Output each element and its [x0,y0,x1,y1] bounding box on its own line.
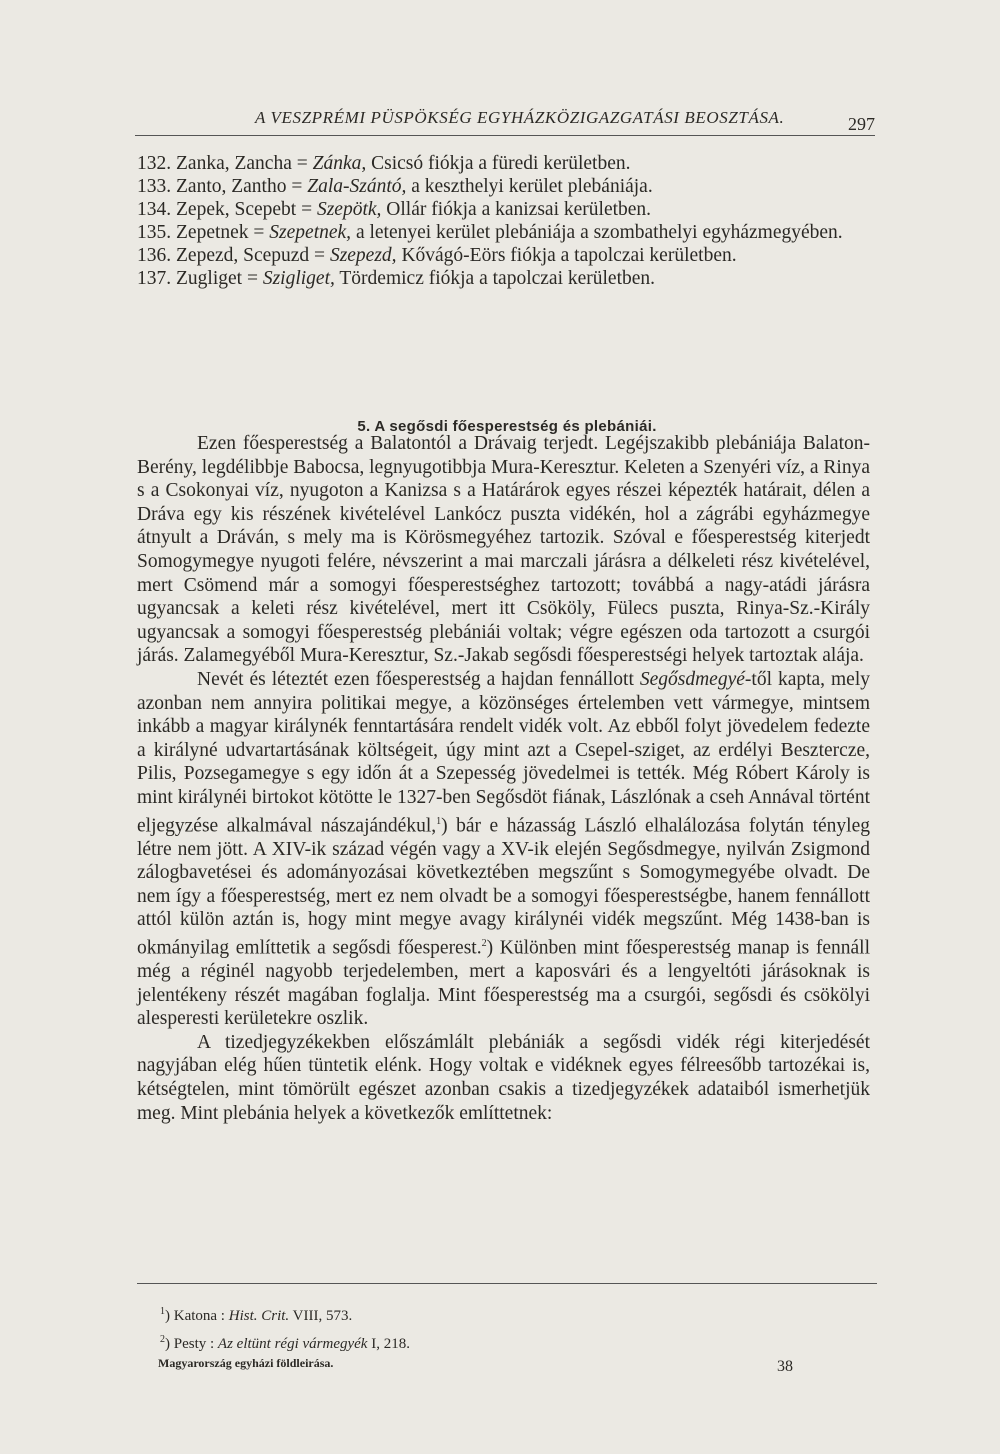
footnote-ref: 1 [436,815,442,827]
footnote-rule [137,1283,877,1284]
list-item: 133. Zanto, Zantho = Zala-Szántó, a keszthelyi kerület plebániája. [137,176,653,197]
paragraph: Ezen főesperestség a Balatontól a Drávaig terjedt. Legéjszakibb plebániája Balaton-Berény, legdélibbje Babocsa, legnyugotibbja Mura-Keresztur. Keleten a Szenyéri víz, a Rinya s a Csokonyai víz, nyugoton a Kanizsa s a Határárok egyes részei képezték határait, délen a Dráva egy kis részének kivételével Lankócz puszta vidékén, hol a zágrábi egyházmegye átnyult a Dráván, s mely ma is Körösmegyéhez tartozik. Szóval e főesperestség kiterjedt Somogymegye nyugoti felére, névszerint a mai marczali járásra a délkeleti rész kivételével, mert Csömend már a somogyi főesperestséghez tartozott; továbbá a nagy-atádi járásra ugyancsak a keleti rész kivételével, mert itt Csököly, Fülecs puszta, Rinya-Sz.-Király ugyancsak a somogyi főesperestség plebániái voltak; végre egészen oda tartozott a csurgói járás. Zalamegyéből Mura-Keresztur, Sz.-Jakab segősdi főesperestségi helyek tartoztak alája. [137,433,870,667]
list-item: 135. Zepetnek = Szepetnek, a letenyei kerület plebániája a szombathelyi egyházmegyében. [137,222,843,243]
signature-mark: 38 [777,1358,793,1375]
section-heading: 5. A segősdi főesperestség és plebániái. [357,418,657,435]
footnote: $^1$) Katona : Hist. Crit. VIII, 573. [160,1306,353,1324]
running-header [135,100,875,140]
page-number: 297 [848,114,875,134]
paragraph: Nevét és léteztét ezen főesperestség a hajdan fennállott Segősdmegyé-től kapta, mely azonban nem annyira politikai megye, a közönséges értelemben vett vármegye, mintsem inkább a magyar királynék fenntartására rendelt vidék volt. Az ebből folyt jövedelem fedezte a királyné udvartartásának költségeit, úgy mint azt a Csepel-sziget, az erdélyi Besztercze, Pilis, Pozsegamegye s egy időn át a Szepesség jövedelmei is tették. Még Róbert Károly is mint királynéi birtokot kötötte le 1327-ben Segősdöt fiának, Lászlónak a cseh Annával történt eljegyzése alkalmával nászajándékul,$^1$) bár e házasság László elhalálozása folytán tényleg létre nem jött. A XIV-ik század végén vagy a XV-ik elején Segősdmegye, nyilván Zsigmond zálogbavetései és adományozásai következtében megszűnt s Somogymegyébe olvadt. De nem így a főesperestség, mert ez nem olvadt be a somogyi főesperestségbe, hanem fennállott attól külön aztán is, hogy mint megye avagy királynéi vidék megszűnt. Még 1438-ban is okmányilag említtetik a segősdi főesperest.$^2$) Különben mint főesperestség manap is fennáll még a réginél nagyobb terjedelemben, mert a kaposvári és a lengyeltóti járásoknak is jelentékeny részét magában foglalja. Mint főesperestség ma a csurgói, segősdi és csökölyi alesperesti kerületekre oszlik. [137,668,870,1030]
header-rule [135,135,875,136]
entry-list [137,152,877,290]
imprint: Magyarország egyházi földleirása. [158,1356,334,1370]
body-text [137,432,870,1125]
paragraph: A tizedjegyzékekben előszámlált plebániák a segősdi vidék régi kiterjedését nagyjában elég hűen tüntetik elénk. Hogy voltak e vidéknek egyes félreesőbb tartozékai is, kétségtelen, mint tömörült egészet azonban csakis a tizedjegyzékek adataiból ismerhetjük meg. Mint plebánia helyek a következők említtetnek: [137,1031,870,1124]
list-item: 132. Zanka, Zancha = Zánka, Csicsó fiókja a füredi kerületben. [137,153,631,174]
list-item: 136. Zepezd, Scepuzd = Szepezd, Kővágó-Eörs fiókja a tapolczai kerületben. [137,245,737,266]
footnote: $^2$) Pesty : Az eltünt régi vármegyék I, 218. [160,1334,410,1352]
footnote-ref: 2 [481,937,487,949]
list-item: 137. Zugliget = Szigliget, Tördemicz fiókja a tapolczai kerületben. [137,268,656,289]
list-item: 134. Zepek, Scepebt = Szepötk, Ollár fiókja a kanizsai kerületben. [137,199,652,220]
footnotes [160,1300,860,1356]
running-title: A VESZPRÉMI PÜSPÖKSÉG EGYHÁZKÖZIGAZGATÁSI BEOSZTÁSA. [255,108,785,127]
